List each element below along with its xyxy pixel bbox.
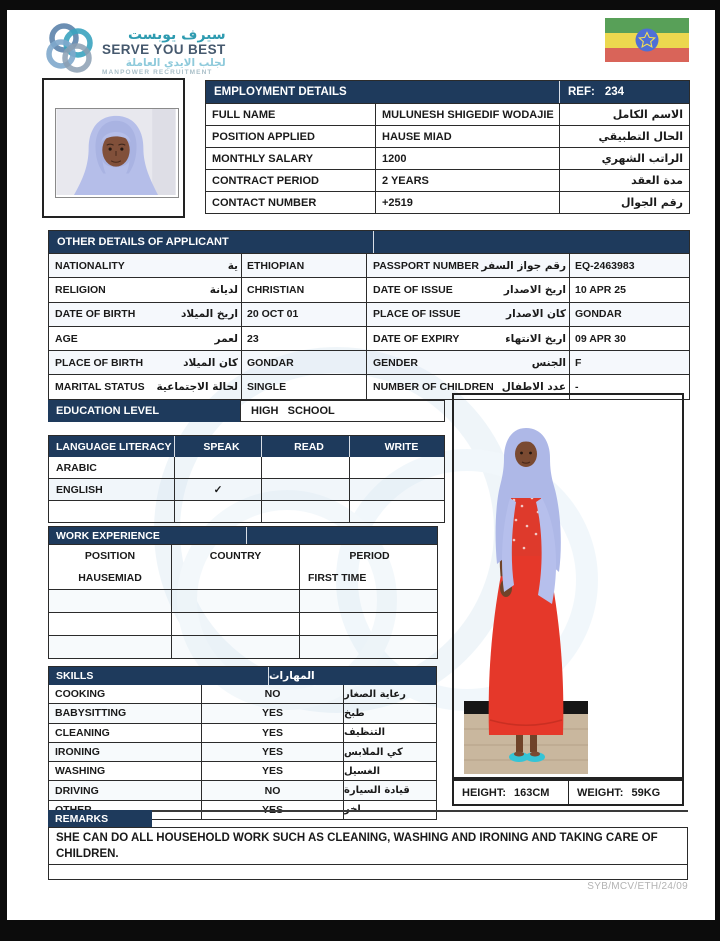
skill-name: BABYSITTING bbox=[55, 707, 127, 720]
field-label: MARITAL STATUS لحالة الاجتماعية bbox=[55, 381, 238, 394]
table-row bbox=[49, 500, 444, 522]
country-cell bbox=[171, 636, 299, 658]
field-value: 1200 bbox=[375, 148, 559, 169]
applicant-headshot-photo bbox=[55, 108, 179, 198]
skill-name: WASHING bbox=[55, 765, 106, 778]
skill-label-arabic: التنظيف bbox=[343, 724, 438, 742]
skill-label-arabic: طبخ bbox=[343, 704, 438, 722]
field-value: HAUSE MIAD bbox=[375, 126, 559, 147]
table-row bbox=[49, 761, 436, 780]
field-label: RELIGION لديانة bbox=[55, 283, 238, 296]
position-cell: HAUSEMIAD bbox=[78, 572, 142, 584]
language-name: ENGLISH bbox=[56, 483, 103, 496]
field-value: EQ-2463983 bbox=[569, 254, 691, 277]
table-row bbox=[206, 103, 689, 125]
country-cell bbox=[171, 567, 299, 589]
section-title-arabic: المهارات bbox=[268, 667, 436, 685]
remarks-line2: CHILDREN. bbox=[56, 848, 119, 860]
remarks-header: REMARKS bbox=[48, 810, 152, 827]
brand-name-arabic: سيرف يوبست bbox=[127, 27, 226, 43]
table-row bbox=[49, 277, 689, 301]
skill-value: YES bbox=[201, 724, 343, 742]
table-row bbox=[49, 589, 437, 612]
weight-label: WEIGHT: bbox=[577, 786, 624, 799]
applicant-fullbody-photo bbox=[452, 393, 684, 779]
field-label: CONTACT NUMBER bbox=[212, 196, 317, 209]
skills-header bbox=[49, 667, 436, 685]
field-value: CHRISTIAN bbox=[241, 278, 366, 301]
field-label-arabic: مدة العقد bbox=[559, 170, 691, 191]
skill-label-arabic: كي الملابس bbox=[343, 743, 438, 761]
read-cell bbox=[261, 479, 349, 500]
field-label: PLACE OF ISSUE كان الاصدار bbox=[366, 303, 569, 326]
field-value: 23 bbox=[241, 327, 366, 350]
field-label: GENDER الجنس bbox=[366, 351, 569, 374]
document-reference-code: SYB/MCV/ETH/24/09 bbox=[587, 881, 688, 892]
write-cell bbox=[349, 479, 446, 500]
field-label: DATE OF BIRTH اريخ الميلاد bbox=[55, 308, 238, 321]
height-field bbox=[454, 781, 568, 804]
table-row bbox=[206, 147, 689, 169]
brand-text bbox=[102, 22, 226, 77]
skill-name: DRIVING bbox=[55, 784, 99, 797]
field-label: PLACE OF BIRTH كان الميلاد bbox=[55, 356, 238, 369]
write-cell bbox=[349, 457, 446, 478]
table-row bbox=[206, 125, 689, 147]
header-spacer bbox=[373, 231, 689, 253]
ref-value: 234 bbox=[604, 86, 625, 98]
column-header-row bbox=[49, 544, 437, 567]
field-value: GONDAR bbox=[241, 351, 366, 374]
height-value: 163CM bbox=[514, 786, 550, 799]
field-label: NATIONALITY ية bbox=[55, 259, 238, 272]
table-row bbox=[49, 478, 444, 500]
table-row bbox=[49, 612, 437, 635]
language-name bbox=[49, 501, 174, 522]
country-cell bbox=[171, 613, 299, 635]
field-value: F bbox=[569, 351, 691, 374]
brand-tagline-arabic: لجلب الايدي العاملة bbox=[125, 56, 226, 69]
table-row bbox=[49, 635, 437, 658]
field-label: MONTHLY SALARY bbox=[212, 152, 314, 165]
write-cell bbox=[349, 501, 446, 522]
education-level-row bbox=[48, 400, 445, 422]
table-row bbox=[49, 780, 436, 799]
language-literacy-header bbox=[49, 436, 444, 457]
education-level-label: EDUCATION LEVEL bbox=[48, 400, 240, 422]
header-spacer bbox=[246, 527, 437, 544]
table-body bbox=[49, 685, 436, 819]
skill-name: COOKING bbox=[55, 688, 106, 701]
field-label: FULL NAME bbox=[212, 108, 276, 121]
table-row bbox=[49, 742, 436, 761]
table-row bbox=[49, 302, 689, 326]
other-details-table bbox=[48, 230, 690, 400]
table-row bbox=[49, 685, 436, 703]
speak-cell bbox=[174, 501, 261, 522]
table-row bbox=[49, 326, 689, 350]
brand-logo bbox=[45, 22, 226, 77]
applicant-headshot-frame bbox=[42, 78, 185, 218]
field-label: PASSPORT NUMBER رقم جواز السفر bbox=[366, 254, 569, 277]
field-label: NUMBER OF CHILDREN عدد الاطفال bbox=[366, 375, 569, 398]
language-name: ARABIC bbox=[56, 461, 97, 474]
period-cell: FIRST TIME bbox=[299, 567, 439, 589]
work-experience-header bbox=[49, 527, 437, 544]
employment-details-table bbox=[205, 80, 690, 214]
column-header: READ bbox=[261, 436, 349, 457]
section-title: WORK EXPERIENCE bbox=[56, 529, 160, 542]
remarks-line1: SHE CAN DO ALL HOUSEHOLD WORK SUCH AS CLEANING, WASHING AND IRONING AND TAKING CARE OF bbox=[56, 832, 658, 844]
remarks-header-line bbox=[152, 810, 688, 812]
skill-label-arabic: رعاية الصغار bbox=[343, 685, 438, 703]
knot-logo-icon bbox=[45, 22, 95, 74]
table-row bbox=[206, 191, 689, 213]
column-header: LANGUAGE LITERACY bbox=[56, 440, 172, 453]
table-row bbox=[49, 457, 444, 478]
field-value: GONDAR bbox=[569, 303, 691, 326]
table-body bbox=[49, 567, 437, 658]
height-weight-row bbox=[452, 779, 684, 806]
ref-label: REF: bbox=[568, 86, 595, 98]
skill-value: YES bbox=[201, 762, 343, 780]
period-cell bbox=[299, 636, 439, 658]
period-cell bbox=[299, 590, 439, 612]
column-header: WRITE bbox=[349, 436, 446, 457]
field-value: 09 APR 30 bbox=[569, 327, 691, 350]
remarks-empty-row bbox=[48, 865, 688, 880]
field-label-arabic: الاسم الكامل bbox=[559, 104, 691, 125]
field-label-arabic: الحال التطبيقي bbox=[559, 126, 691, 147]
field-value: 10 APR 25 bbox=[569, 278, 691, 301]
education-level-value: HIGH SCHOOL bbox=[240, 400, 445, 422]
skill-value: NO bbox=[201, 781, 343, 799]
skill-name: CLEANING bbox=[55, 726, 110, 739]
speak-cell bbox=[174, 457, 261, 478]
cv-document-page bbox=[7, 10, 715, 920]
table-row bbox=[49, 253, 689, 277]
field-label: CONTRACT PERIOD bbox=[212, 174, 319, 187]
section-title: SKILLS bbox=[56, 670, 94, 682]
table-row bbox=[49, 567, 437, 589]
other-details-header bbox=[49, 231, 689, 253]
brand-tagline: MANPOWER RECRUITMENT bbox=[102, 68, 213, 76]
skill-value: YES bbox=[201, 743, 343, 761]
field-value: 20 OCT 01 bbox=[241, 303, 366, 326]
field-label-arabic: الراتب الشهري bbox=[559, 148, 691, 169]
skill-label-arabic: قيادة السيارة bbox=[343, 781, 438, 799]
weight-value: 59KG bbox=[631, 786, 661, 799]
column-header: POSITION bbox=[84, 550, 136, 562]
position-cell bbox=[49, 590, 171, 612]
brand-name: SERVE YOU BEST bbox=[102, 41, 226, 57]
table-row bbox=[206, 169, 689, 191]
work-experience-table bbox=[48, 526, 438, 659]
field-value: SINGLE bbox=[241, 375, 366, 398]
field-label: AGE لعمر bbox=[55, 332, 238, 345]
ethiopia-flag-icon bbox=[605, 18, 689, 62]
column-header: PERIOD bbox=[299, 545, 439, 567]
field-label: DATE OF ISSUE اريخ الاصدار bbox=[366, 278, 569, 301]
column-header: SPEAK bbox=[174, 436, 261, 457]
field-value: ETHIOPIAN bbox=[241, 254, 366, 277]
height-label: HEIGHT: bbox=[462, 786, 506, 799]
field-value: 2 YEARS bbox=[375, 170, 559, 191]
weight-field bbox=[568, 781, 682, 804]
ref-number bbox=[559, 81, 689, 103]
field-label: DATE OF EXPIRY اريخ الانتهاء bbox=[366, 327, 569, 350]
skill-label-arabic: الغسيل bbox=[343, 762, 438, 780]
position-cell bbox=[49, 613, 171, 635]
field-value: +2519 bbox=[375, 192, 559, 213]
country-cell bbox=[171, 590, 299, 612]
field-value: - bbox=[569, 375, 691, 398]
speak-cell checkmark: ✓ bbox=[174, 479, 261, 500]
skill-value: NO bbox=[201, 685, 343, 703]
field-value: MULUNESH SHIGEDIF WODAJIE bbox=[375, 104, 559, 125]
table-row bbox=[49, 723, 436, 742]
table-row bbox=[49, 703, 436, 722]
employment-details-header bbox=[206, 81, 689, 103]
position-cell bbox=[49, 636, 171, 658]
field-label-arabic: رقم الجوال bbox=[559, 192, 691, 213]
section-title: EMPLOYMENT DETAILS bbox=[214, 86, 347, 98]
skill-value: YES bbox=[201, 704, 343, 722]
read-cell bbox=[261, 457, 349, 478]
skills-table bbox=[48, 666, 437, 820]
period-cell bbox=[299, 613, 439, 635]
section-title: OTHER DETAILS OF APPLICANT bbox=[57, 236, 229, 248]
read-cell bbox=[261, 501, 349, 522]
field-label: POSITION APPLIED bbox=[212, 130, 315, 143]
remarks-text bbox=[48, 827, 688, 865]
table-row bbox=[49, 350, 689, 374]
column-header: COUNTRY bbox=[171, 545, 299, 567]
skill-name: IRONING bbox=[55, 746, 100, 759]
table-body bbox=[49, 457, 444, 522]
language-literacy-table bbox=[48, 435, 445, 523]
